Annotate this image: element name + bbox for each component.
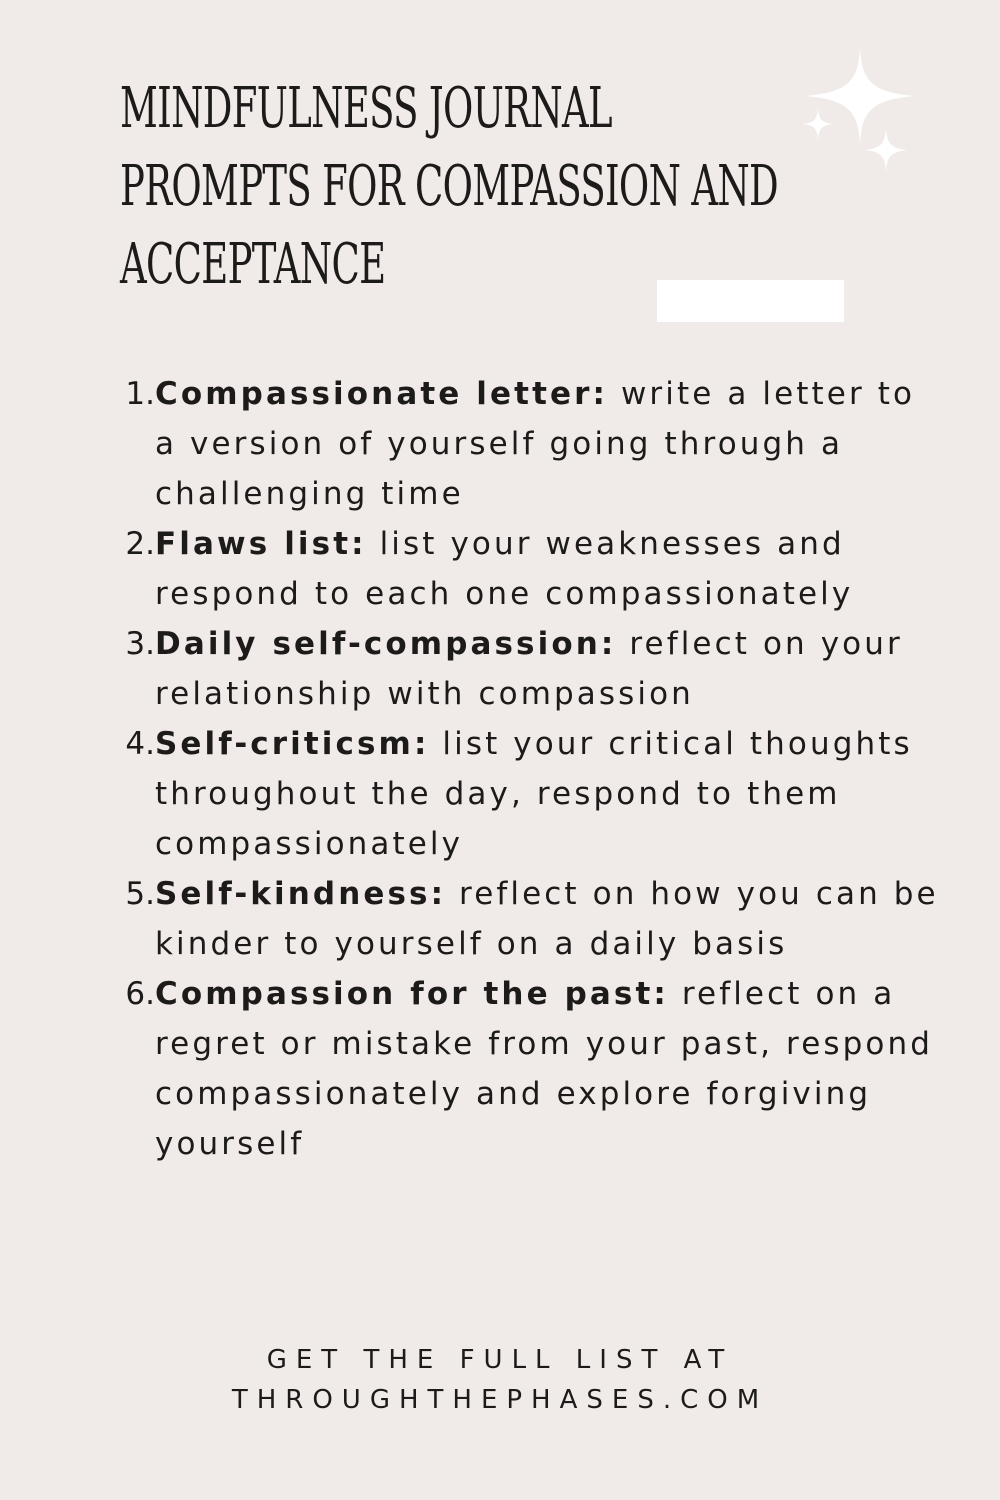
list-item-heading: Self-criticsm:	[155, 726, 430, 762]
list-item-text: reflect on a regret or mistake from your past, respond compassionately and explore forgiving yourself	[155, 976, 934, 1162]
list-item-body	[155, 719, 940, 869]
list-item	[110, 519, 970, 619]
list-item	[110, 369, 970, 519]
footer-cta	[0, 1340, 1000, 1420]
highlight-box	[657, 280, 844, 322]
list-item-body	[155, 969, 940, 1169]
list-item	[110, 619, 970, 719]
list-item-number: 3.	[125, 626, 155, 662]
list-item-body	[155, 519, 940, 619]
list-item-number: 2.	[125, 526, 155, 562]
list-item-body	[155, 869, 940, 969]
list-item-number: 6.	[125, 976, 155, 1012]
list-item	[110, 969, 970, 1169]
list-item-heading: Compassion for the past:	[155, 976, 669, 1012]
list-item	[110, 869, 970, 969]
title-line-3: ACCEPTANCE	[120, 232, 386, 297]
list-item-number: 4.	[125, 726, 155, 762]
list-item-text: reflect on your relationship with compassion	[155, 626, 903, 712]
list-item-heading: Compassionate letter:	[155, 376, 609, 412]
list-item-heading: Flaws list:	[155, 526, 367, 562]
sparkle-small-left	[802, 108, 834, 140]
list-item-body	[155, 619, 940, 719]
sparkle-icon	[790, 40, 930, 190]
list-item-text: reflect on how you can be kinder to yourself on a daily basis	[155, 876, 939, 962]
list-item-text: write a letter to a version of yourself going through a challenging time	[155, 376, 916, 512]
sparkle-large	[805, 48, 915, 144]
footer-line-1: GET THE FULL LIST AT	[266, 1345, 734, 1375]
page-title	[120, 70, 779, 304]
list-item	[110, 719, 970, 869]
prompt-list	[110, 369, 970, 1169]
list-item-text: list your weaknesses and respond to each one compassionately	[155, 526, 854, 612]
list-item-number: 1.	[125, 376, 155, 412]
title-line-1: MINDFULNESS JOURNAL	[120, 76, 612, 141]
list-item-body	[155, 369, 940, 519]
list-item-heading: Self-kindness:	[155, 876, 447, 912]
title-line-2: PROMPTS FOR COMPASSION AND	[120, 154, 779, 219]
sparkle-small-bottom	[865, 128, 907, 172]
list-item-number: 5.	[125, 876, 155, 912]
list-item-heading: Daily self-compassion:	[155, 626, 617, 662]
footer-website: THROUGHTHEPHASES.COM	[231, 1385, 769, 1415]
list-item-text: list your critical thoughts throughout the day, respond to them compassionately	[155, 726, 913, 862]
